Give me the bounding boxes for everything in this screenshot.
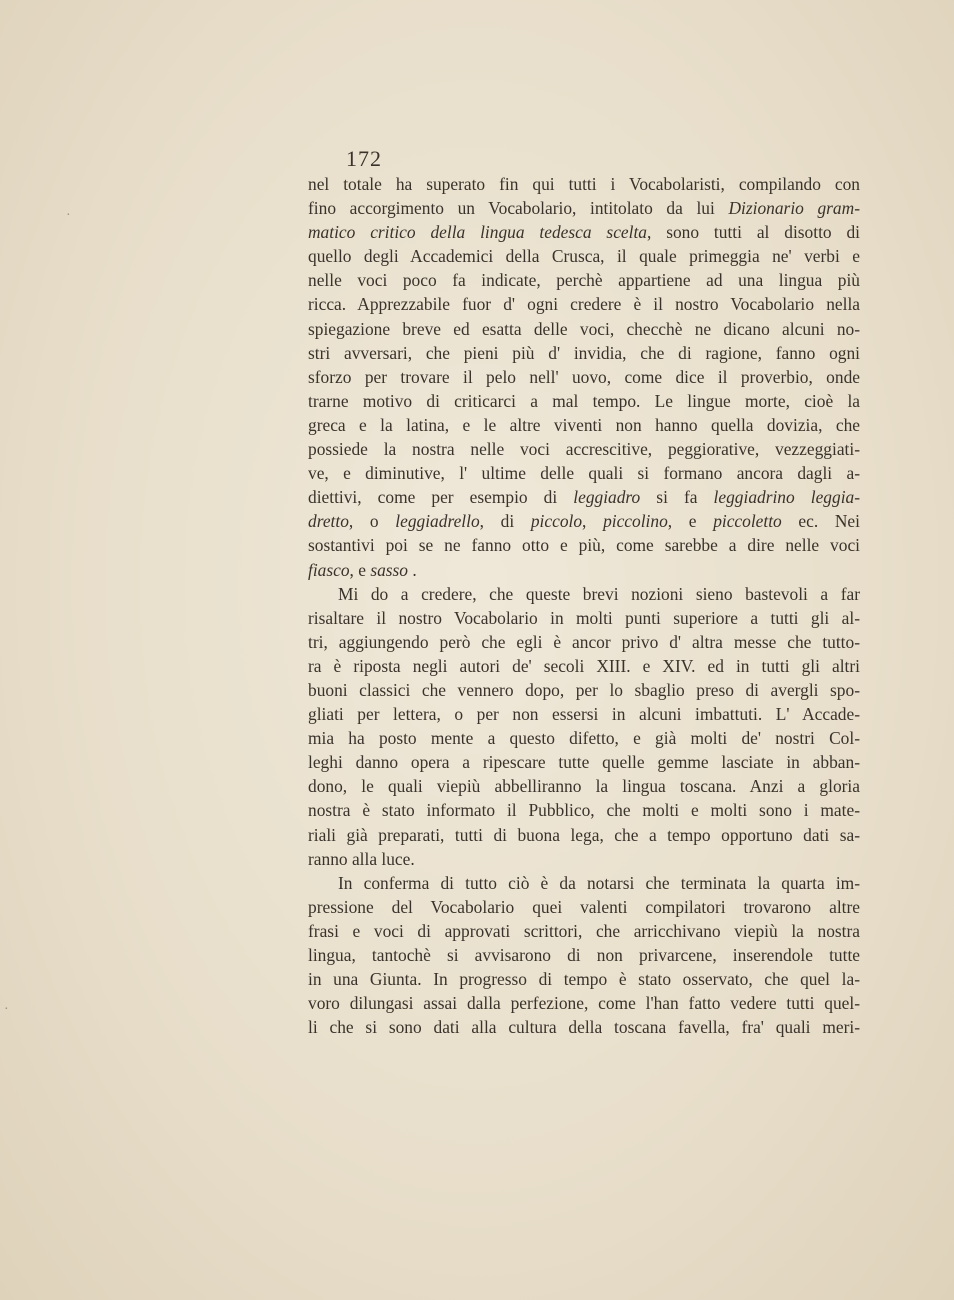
text-line: frasi e voci di approvati scrittori, che arricchivano viepiù la nostra bbox=[308, 920, 860, 941]
text-line: In conferma di tutto ciò è da notarsi che terminata la quarta im- bbox=[338, 872, 860, 893]
text-line: stri avversari, che pieni più d' invidia, che di ragione, fanno ogni bbox=[308, 342, 860, 363]
text-line bbox=[308, 558, 860, 582]
text-line: ve, e diminutive, l' ultime delle quali si formano ancora dagli a- bbox=[308, 463, 860, 484]
text-line: ra è riposta negli autori de' secoli XIII. e XIV. ed in tutti gli altri bbox=[308, 655, 860, 676]
text-line: pressione del Vocabolario quei valenti compilatori trovarono altre bbox=[308, 896, 860, 917]
text-line: nel totale ha superato fin qui tutti i Vocabolaristi, compilando con bbox=[308, 174, 860, 194]
text-line: nostra è stato informato il Pubblico, che molti e molti sono i mate- bbox=[308, 800, 860, 821]
text-line: ranno alla luce. bbox=[308, 848, 415, 869]
text-segment: leggiadrello bbox=[395, 511, 480, 532]
text-line: risaltare il nostro Vocabolario in molti punti superiore a tutti gli al- bbox=[308, 607, 860, 628]
page-number: 172 bbox=[346, 146, 382, 171]
text-segment: , sono tutti al disotto di bbox=[647, 222, 860, 243]
text-line: in una Giunta. In progresso di tempo è stato osservato, che quel la- bbox=[308, 969, 860, 990]
text-segment: , e bbox=[667, 511, 714, 532]
text-line: mia ha posto mente a questo difetto, e già molti de' nostri Col- bbox=[308, 728, 860, 749]
text-line: ricca. Apprezzabile fuor d' ogni credere è il nostro Vocabolario nella bbox=[308, 294, 860, 315]
text-line: riali già preparati, tutti di buona lega, che a tempo opportuno dati sa- bbox=[308, 824, 860, 845]
text-line: spiegazione breve ed esatta delle voci, checchè ne dicano alcuni no- bbox=[308, 318, 860, 339]
text-segment: fino accorgimento un Vocabolario, intitolato da lui bbox=[308, 198, 729, 219]
text-segment: leggiadrino leggia- bbox=[713, 487, 860, 508]
text-line: li che si sono dati alla cultura della toscana favella, fra' quali meri- bbox=[308, 1017, 860, 1038]
text-segment: fiasco bbox=[308, 559, 350, 580]
text-line bbox=[308, 196, 860, 220]
text-line: tri, aggiungendo però che egli è ancor privo d' altra messe che tutto- bbox=[308, 631, 860, 652]
text-segment: , e bbox=[349, 559, 371, 580]
text-line: Mi do a credere, che queste brevi nozioni sieno bastevoli a far bbox=[338, 583, 860, 604]
text-line: voro dilungasi assai dalla perfezione, come l'han fatto vedere tutti quel- bbox=[308, 993, 860, 1014]
text-segment: . bbox=[408, 559, 417, 580]
text-segment: piccoletto bbox=[713, 511, 782, 532]
text-segment: piccolino bbox=[603, 511, 668, 532]
text-line: lingua, tantochè si avvisarono di non privarcene, inserendole tutte bbox=[308, 945, 860, 965]
text-segment: , o bbox=[348, 511, 396, 532]
text-line: sostantivi poi se ne fanno otto e più, come sarebbe a dire nelle voci bbox=[308, 535, 860, 556]
text-line: nelle voci poco fa indicate, perchè appartiene ad una lingua più bbox=[308, 270, 860, 291]
text-segment: ec. Nei bbox=[781, 511, 860, 532]
text-segment: si fa bbox=[640, 487, 714, 508]
body-text bbox=[308, 172, 860, 1039]
text-segment: diettivi, come per esempio di bbox=[308, 487, 574, 508]
text-line bbox=[308, 509, 860, 533]
text-line bbox=[308, 485, 860, 509]
text-line: greca e la latina, e le altre viventi non hanno quella dovizia, che bbox=[308, 414, 860, 435]
margin-mark: · bbox=[4, 1002, 9, 1017]
text-line: gliati per lettera, o per non essersi in alcuni imbattuti. L' Accade- bbox=[308, 704, 860, 725]
text-segment: sasso bbox=[370, 559, 409, 580]
text-line: leghi danno opera a ripescare tutte quelle gemme lasciate in abban- bbox=[308, 752, 860, 773]
text-line bbox=[308, 220, 860, 244]
text-segment: dretto bbox=[308, 511, 349, 532]
text-segment: piccolo bbox=[530, 511, 583, 532]
text-line: sforzo per trovare il pelo nell' uovo, come dice il proverbio, onde bbox=[308, 366, 860, 387]
text-line: trarne motivo di criticarci a mal tempo. Le lingue morte, cioè la bbox=[308, 390, 860, 411]
text-segment: , di bbox=[479, 511, 531, 532]
text-segment: , bbox=[582, 511, 604, 532]
text-line: buoni classici che vennero dopo, per lo sbaglio preso di avergli spo- bbox=[308, 679, 860, 700]
text-segment: Dizionario gram- bbox=[728, 198, 860, 219]
text-segment: matico critico della lingua tedesca scelta bbox=[308, 222, 647, 243]
text-line: dono, le quali viepiù abbelliranno la lingua toscana. Anzi a gloria bbox=[308, 776, 860, 797]
margin-mark: · bbox=[66, 208, 71, 223]
text-line: possiede la nostra nelle voci accrescitive, peggiorative, vezzeggiati- bbox=[308, 439, 860, 460]
text-segment: leggiadro bbox=[573, 487, 641, 508]
text-line: quello degli Accademici della Crusca, il quale primeggia ne' verbi e bbox=[308, 246, 860, 267]
